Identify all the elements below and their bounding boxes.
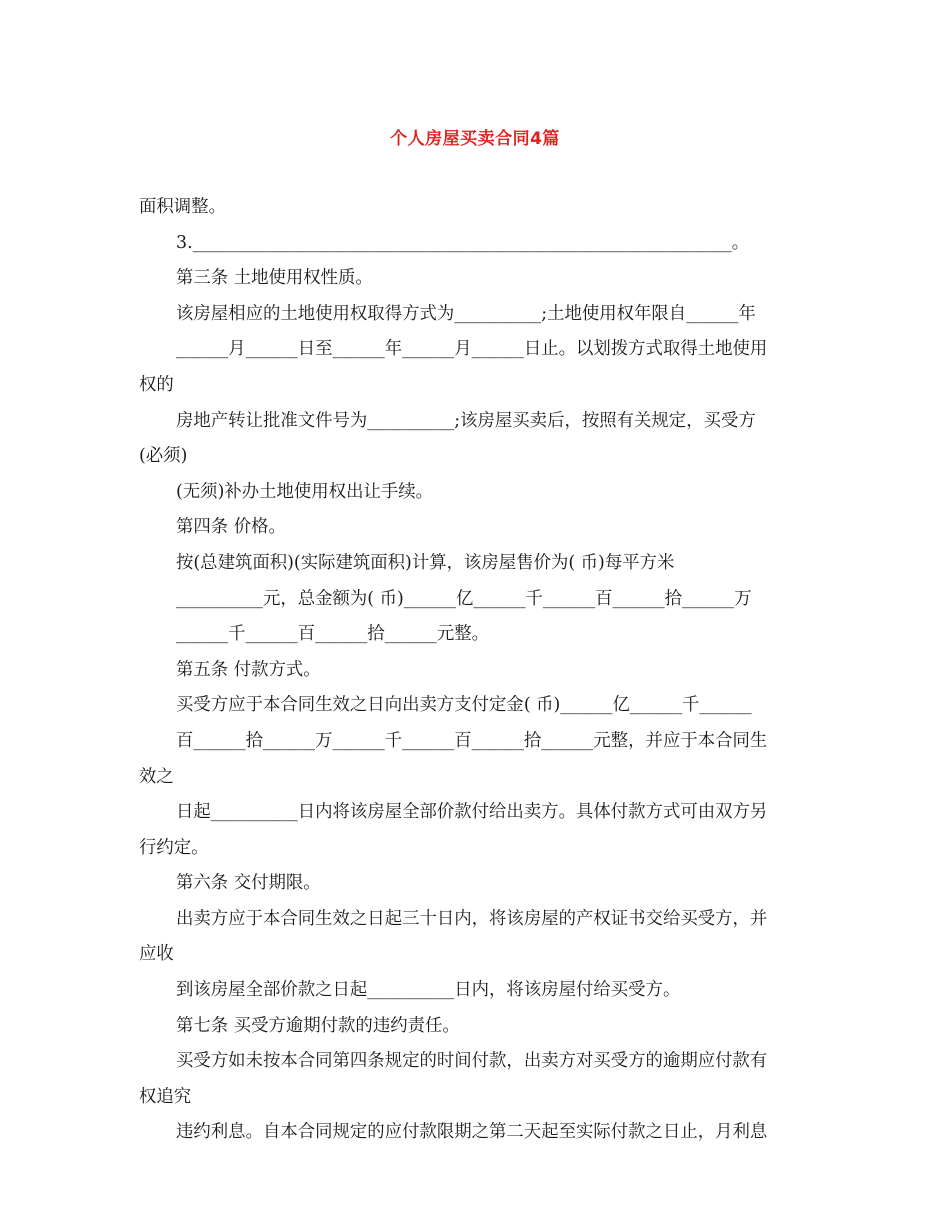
text-line: (无须)补办土地使用权出让手续。 [176, 481, 434, 502]
text-line: 出卖方应于本合同生效之日起三十日内，将该房屋的产权证书交给买受方，并 [176, 908, 768, 929]
text-line: 第七条 买受方逾期付款的违约责任。 [176, 1015, 460, 1036]
text-line: 效之 [139, 766, 174, 787]
text-line: 买受方应于本合同生效之日向出卖方支付定金( 币)______亿______千______ [176, 695, 752, 716]
text-line: __________元，总金额为( 币)______亿______千______百______拾______万 [176, 588, 752, 609]
text-line: ______千______百______拾______元整。 [176, 624, 490, 645]
document-title: 个人房屋买卖合同4篇 [390, 129, 560, 149]
text-line: 买受方如未按本合同第四条规定的时间付款，出卖方对买受方的逾期应付款有 [176, 1051, 768, 1072]
text-line: 该房屋相应的土地使用权取得方式为__________;土地使用权年限自______年 [176, 303, 756, 324]
text-line: 面积调整。 [139, 197, 226, 217]
text-line: 应收 [139, 944, 174, 965]
text-line: 到该房屋全部价款之日起__________日内，将该房屋付给买受方。 [176, 980, 681, 1001]
text-line: 3.______________________________________________________________。 [176, 232, 750, 253]
text-line: 百______拾______万______千______百______拾______元整，并应于本合同生 [176, 730, 768, 751]
text-line: 行约定。 [139, 837, 209, 858]
text-line: 日起__________日内将该房屋全部价款付给出卖方。具体付款方式可由双方另 [176, 802, 768, 823]
text-line: ______月______日至______年______月______日止。以划拨方式取得土地使用 [176, 339, 768, 360]
text-line: 第五条 付款方式。 [176, 659, 321, 680]
document-body [139, 190, 815, 1151]
text-line: (必须) [139, 446, 188, 467]
text-line: 违约利息。自本合同规定的应付款限期之第二天起至实际付款之日止，月利息 [176, 1122, 768, 1143]
text-line: 第三条 土地使用权性质。 [176, 268, 373, 289]
text-line: 第六条 交付期限。 [176, 873, 321, 894]
text-line: 房地产转让批准文件号为__________;该房屋买卖后，按照有关规定，买受方 [176, 410, 756, 431]
text-line: 权追究 [139, 1086, 192, 1107]
text-line: 权的 [139, 374, 174, 395]
text-line: 第四条 价格。 [176, 517, 286, 538]
text-line: 按(总建筑面积)(实际建筑面积)计算，该房屋售价为( 币)每平方米 [176, 552, 675, 573]
